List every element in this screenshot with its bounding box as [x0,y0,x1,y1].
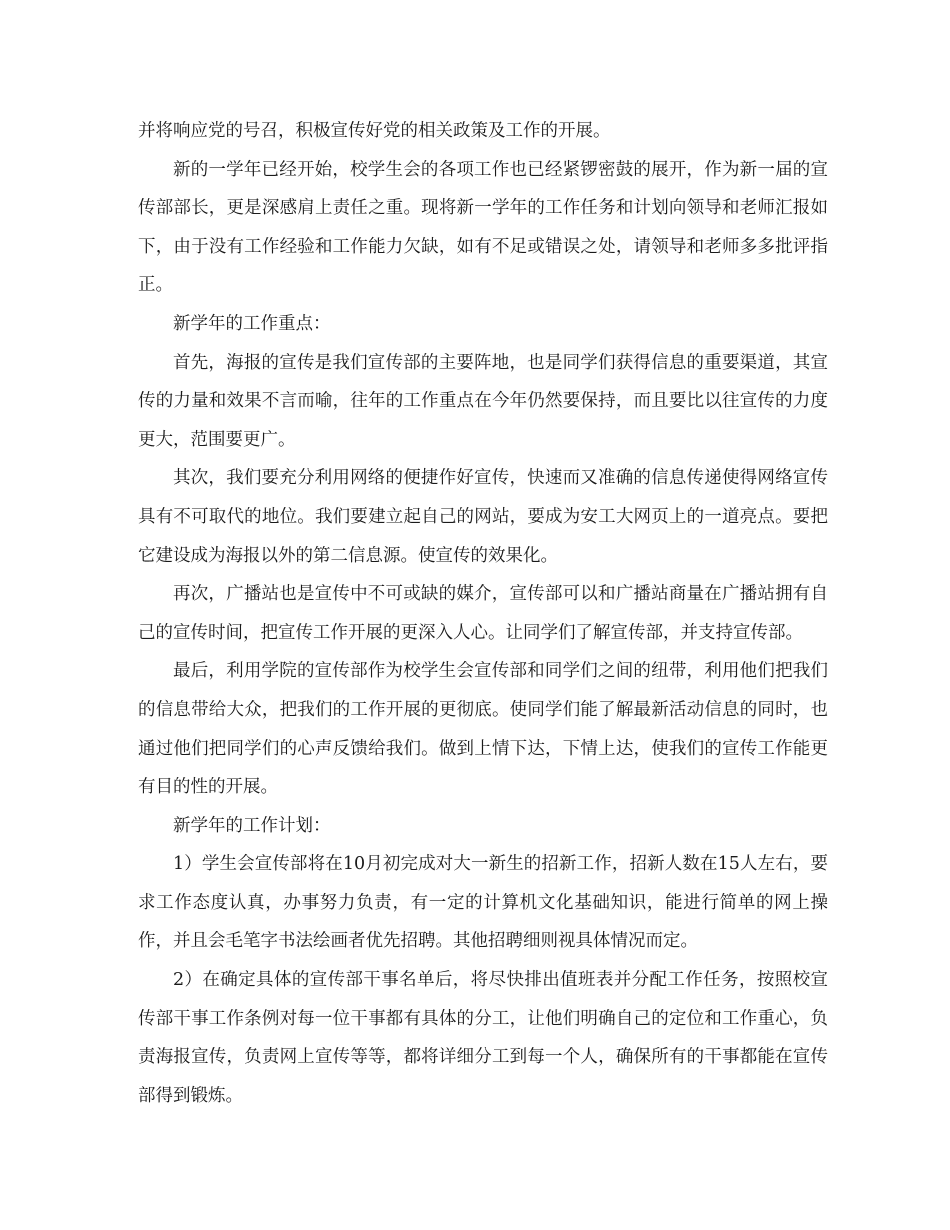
paragraph: 首先，海报的宣传是我们宣传部的主要阵地，也是同学们获得信息的重要渠道，其宣传的力量和效果不言而喻，往年的工作重点在今年仍然要保持，而且要比以往宣传的力度更大，范围要更广。 [138,352,828,450]
section-heading: 新学年的工作计划： [173,815,331,836]
paragraph: 新的一学年已经开始，校学生会的各项工作也已经紧锣密鼓的展开，作为新一届的宣传部部长，更是深感肩上责任之重。现将新一学年的工作任务和计划向领导和老师汇报如下，由于没有工作经验和工作能力欠缺，如有不足或错误之处，请领导和老师多多批评指正。 [138,159,828,296]
list-item: 1）学生会宣传部将在10月初完成对大一新生的招新工作，招新人数在15人左右，要求工作态度认真，办事努力负责，有一定的计算机文化基础知识，能进行简单的网上操作，并且会毛笔字书法绘画者优先招聘。其他招聘细则视具体情况而定。 [138,854,828,952]
paragraph: 其次，我们要充分利用网络的便捷作好宣传，快速而又准确的信息传递使得网络宣传具有不可取代的地位。我们要建立起自己的网站，要成为安工大网页上的一道亮点。要把它建设成为海报以外的第二信息源。使宣传的效果化。 [138,468,828,566]
paragraph: 再次，广播站也是宣传中不可或缺的媒介，宣传部可以和广播站商量在广播站拥有自己的宣传时间，把宣传工作开展的更深入人心。让同学们了解宣传部，并支持宣传部。 [138,584,828,643]
document-body [138,112,828,1115]
list-item: 2）在确定具体的宣传部干事名单后，将尽快排出值班表并分配工作任务，按照校宣传部干事工作条例对每一位干事都有具体的分工，让他们明确自己的定位和工作重心，负责海报宣传，负责网上宣传等等，都将详细分工到每一个人，确保所有的干事都能在宣传部得到锻炼。 [138,970,828,1106]
paragraph: 最后，利用学院的宣传部作为校学生会宣传部和同学们之间的纽带，利用他们把我们的信息带给大众，把我们的工作开展的更彻底。使同学们能了解最新活动信息的同时，也通过他们把同学们的心声反馈给我们。做到上情下达，下情上达，使我们的宣传工作能更有目的性的开展。 [138,661,828,798]
paragraph: 并将响应党的号召，积极宣传好党的相关政策及工作的开展。 [138,121,611,141]
section-heading: 新学年的工作重点： [173,313,331,334]
